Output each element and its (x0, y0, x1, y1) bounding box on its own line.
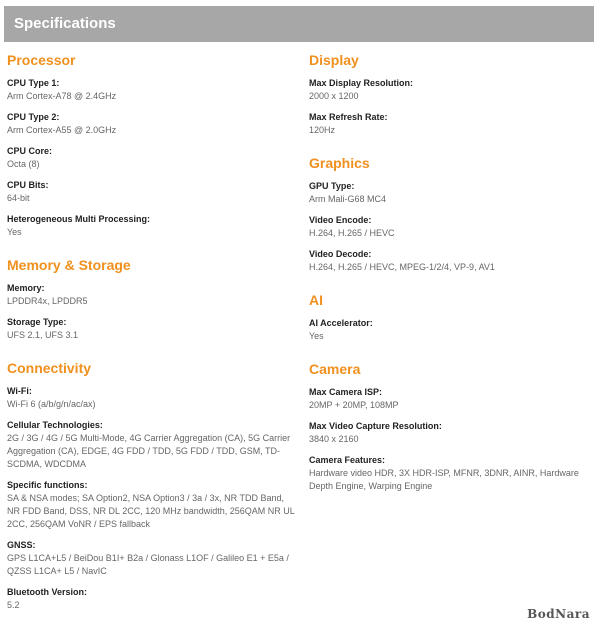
spec-label: CPU Type 1: (7, 78, 60, 88)
spec-item (309, 386, 594, 412)
spec-item (309, 180, 594, 206)
spec-label: Max Refresh Rate: (309, 112, 388, 122)
spec-item (309, 214, 594, 240)
section-title: Processor (7, 52, 76, 68)
spec-value: 20MP + 20MP, 108MP (309, 400, 399, 410)
spec-label: CPU Bits: (7, 180, 49, 190)
section-processor (7, 52, 297, 239)
spec-value: Arm Cortex-A55 @ 2.0GHz (7, 125, 117, 135)
section-memory-storage (7, 257, 297, 342)
spec-label: Camera Features: (309, 455, 386, 465)
spec-value: 120Hz (309, 125, 336, 135)
spec-value: 5.2 (7, 600, 20, 610)
spec-item (7, 385, 297, 411)
spec-value: 2G / 3G / 4G / 5G Multi-Mode, 4G Carrier Aggregation (CA), 5G Carrier Aggregation (CA), EDGE, 4G FDD / TDD, 5G FDD / TDD, GSM, TD-SCDMA, WDCDMA (7, 433, 291, 469)
section-camera (309, 361, 594, 493)
spec-label: Memory: (7, 283, 45, 293)
spec-value: 2000 x 1200 (309, 91, 359, 101)
spec-item (7, 539, 297, 578)
section-connectivity (7, 360, 297, 612)
section-ai (309, 292, 594, 343)
spec-label: Heterogeneous Multi Processing: (7, 214, 151, 224)
spec-label: GPU Type: (309, 181, 355, 191)
spec-value: Wi-Fi 6 (a/b/g/n/ac/ax) (7, 399, 96, 409)
spec-value: Yes (309, 331, 324, 341)
watermark-logo: BodNara (527, 607, 590, 621)
left-column (7, 52, 297, 630)
spec-label: Specific functions: (7, 480, 88, 490)
spec-value: LPDDR4x, LPDDR5 (7, 296, 88, 306)
spec-value: Hardware video HDR, 3X HDR-ISP, MFNR, 3DNR, AINR, Hardware Depth Engine, Warping Engine (309, 468, 579, 491)
spec-item (309, 420, 594, 446)
spec-label: Video Encode: (309, 215, 372, 225)
spec-item (7, 145, 297, 171)
spec-item (309, 77, 594, 103)
section-title: Memory & Storage (7, 257, 131, 273)
spec-item (309, 317, 594, 343)
page-title: Specifications (14, 15, 116, 32)
spec-value: Arm Cortex-A78 @ 2.4GHz (7, 91, 117, 101)
spec-label: Wi-Fi: (7, 386, 32, 396)
spec-item (309, 248, 594, 274)
spec-value: GPS L1CA+L5 / BeiDou B1I+ B2a / Glonass L1OF / Galileo E1 + E5a / QZSS L1CA+ L5 / NavIC (7, 553, 289, 576)
spec-value: 64-bit (7, 193, 30, 203)
section-title: Connectivity (7, 360, 92, 376)
spec-item (7, 479, 297, 531)
spec-value: SA & NSA modes; SA Option2, NSA Option3 / 3a / 3x, NR TDD Band, NR FDD Band, DSS, NR DL 2CC, 120 MHz bandwidth, 256QAM NR UL 2CC, 256QAM VoNR / EPS fallback (7, 493, 295, 529)
spec-item (309, 111, 594, 137)
spec-label: Max Video Capture Resolution: (309, 421, 442, 431)
spec-item (7, 419, 297, 471)
spec-label: Max Display Resolution: (309, 78, 414, 88)
spec-label: Video Decode: (309, 249, 372, 259)
spec-item (7, 179, 297, 205)
spec-item (7, 77, 297, 103)
section-title: Graphics (309, 155, 370, 171)
spec-item (7, 282, 297, 308)
spec-value: Yes (7, 227, 22, 237)
spec-label: AI Accelerator: (309, 318, 373, 328)
spec-label: Cellular Technologies: (7, 420, 103, 430)
spec-value: H.264, H.265 / HEVC, MPEG-1/2/4, VP-9, AV1 (309, 262, 495, 272)
spec-label: CPU Type 2: (7, 112, 60, 122)
spec-item (7, 111, 297, 137)
spec-label: Bluetooth Version: (7, 587, 88, 597)
spec-value: UFS 2.1, UFS 3.1 (7, 330, 79, 340)
spec-item (7, 316, 297, 342)
spec-label: Storage Type: (7, 317, 67, 327)
spec-label: CPU Core: (7, 146, 53, 156)
spec-item (7, 586, 297, 612)
spec-value: Arm Mali-G68 MC4 (309, 194, 387, 204)
spec-item (309, 454, 594, 493)
section-display (309, 52, 594, 137)
spec-label: Max Camera ISP: (309, 387, 383, 397)
spec-value: H.264, H.265 / HEVC (309, 228, 395, 238)
spec-value: Octa (8) (7, 159, 40, 169)
spec-value: 3840 x 2160 (309, 434, 359, 444)
section-title: Camera (309, 361, 361, 377)
section-graphics (309, 155, 594, 274)
specifications-header (4, 6, 594, 42)
spec-label: GNSS: (7, 540, 36, 550)
section-title: AI (309, 292, 323, 308)
section-title: Display (309, 52, 359, 68)
right-column (309, 52, 594, 511)
spec-item (7, 213, 297, 239)
